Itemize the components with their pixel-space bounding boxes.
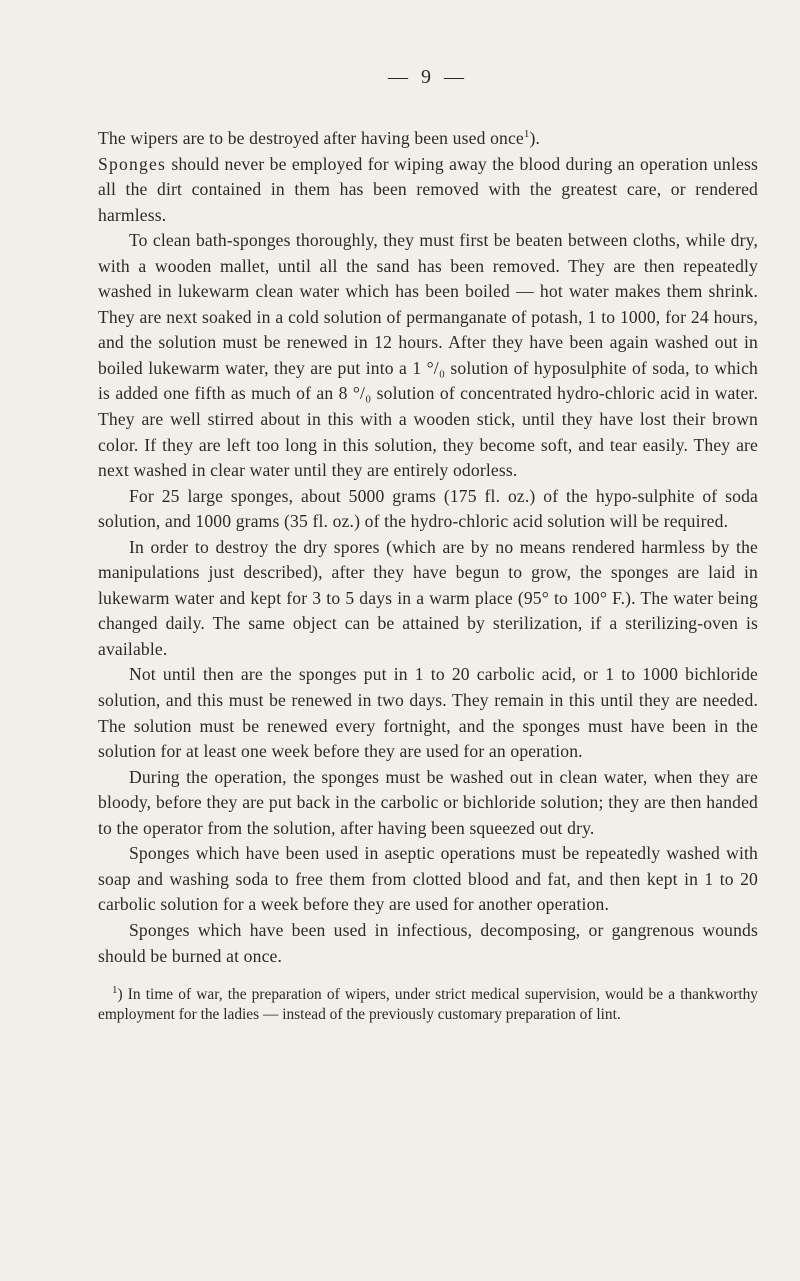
paragraph-6: During the operation, the sponges must be washed out in clean water, when they are bloody, before they are put back in the carbolic or bichloride solution; they are then handed to the operator from the solution, after having been squeezed out dry. <box>98 766 758 838</box>
footnote-text: In time of war, the preparation of wipers, under strict medical supervision, would be a thankworthy employment for the ladies — instead of the previously customary preparation of lint. <box>98 986 758 1024</box>
paragraph-8: Sponges which have been used in infectious, decomposing, or gangrenous wounds should be burned at once. <box>98 919 758 966</box>
book-page <box>98 0 758 1025</box>
page-number: — 9 — <box>388 66 468 88</box>
keyword-sponges: Sponges <box>98 153 167 174</box>
body-text <box>98 126 758 969</box>
paragraph-2: To clean bath-sponges thoroughly, they must first be beaten between cloths, while dry, with a wooden mallet, until all the sand has been removed. They are then repeatedly washed in lukewarm clean water which has been boiled — hot water makes them shrink. They are next soaked in a cold solution of permanganate of potash, 1 to 1000, for 24 hours, and the solution must be renewed in 12 hours. After they have been again washed out in boiled lukewarm water, they are put into a 1 °/₀ solution of hyposulphite of soda, to which is added one fifth as much of an 8 °/₀ solution of concentrated hydro-chloric acid in water. They are well stirred about in this with a wooden stick, until they have lost their brown color. If they are left too long in this solution, they become soft, and tear easily. They are next washed in clear water until they are entirely odorless. <box>98 230 758 481</box>
paragraph-4: In order to destroy the dry spores (which are by no means rendered harmless by the manipulations just described), after they have begun to grow, the sponges are laid in lukewarm water and kept for 3 to 5 days in a warm place (95° to 100° F.). The water being changed daily. The same object can be attained by sterilization, if a sterilizing-oven is available. <box>98 536 758 659</box>
footnote-marker-close: ) <box>117 986 123 1004</box>
paragraph-1-text-c: should never be employed for wiping away the blood during an operation unless all the dirt contained in them has been removed with the greatest care, or rendered harmless. <box>98 153 758 225</box>
paragraph-5: Not until then are the sponges put in 1 to 20 carbolic acid, or 1 to 1000 bichloride solution, and this must be renewed in two days. They remain in this until they are needed. The solution must be renewed every fortnight, and the sponges must have been in the solution for at least one week before they are used for an operation. <box>98 664 758 762</box>
paragraph-1-text-a: The wipers are to be destroyed after having been used once <box>98 128 524 148</box>
paragraph-1 <box>98 126 758 228</box>
footnote-1 <box>98 985 758 1025</box>
footnote-marker: 1 <box>112 983 118 996</box>
paragraph-7: Sponges which have been used in aseptic operations must be repeatedly washed with soap and washing soda to free them from clotted blood and fat, and then kept in 1 to 20 carbolic solution for a week before they are used for another operation. <box>98 843 758 915</box>
paragraph-3: For 25 large sponges, about 5000 grams (175 fl. oz.) of the hypo-sulphite of soda solution, and 1000 grams (35 fl. oz.) of the hydro-chloric acid solution will be required. <box>98 485 758 532</box>
footnotes <box>98 985 758 1025</box>
paragraph-1-text-b: ). <box>529 128 541 148</box>
footnote-reference: 1 <box>523 128 530 141</box>
